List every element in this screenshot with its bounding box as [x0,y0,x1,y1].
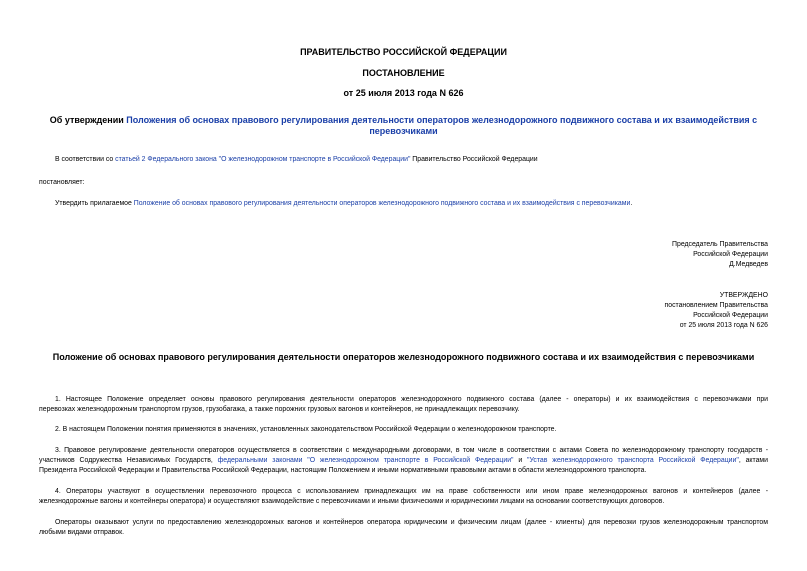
title-link[interactable]: Положения об основах правового регулирования деятельности операторов железнодорожного подвижного состава и их взаимодействия с [126,115,758,125]
regulation-title: Положение об основах правового регулирования деятельности операторов железнодорожного подвижного состава и их взаимодействия с перевозчиками [52,352,755,362]
paragraph-3 [39,446,768,476]
preamble-paragraph [55,155,538,165]
paragraph-3-line-1: 3. Правовое регулирование деятельности операторов осуществляется в соответствии с международными договорами, в том числе в соответствии с актами Совета по железнодорожному транспорту государств - [55,447,768,454]
signature-position: Председатель Правительства [672,241,768,248]
title-link-continuation[interactable]: перевозчиками [369,126,438,136]
preamble-text-after: Правительство Российской Федерации [410,156,538,163]
signature-block [672,240,768,270]
paragraph-3-line-2 [39,456,768,466]
federal-law-railway-link[interactable]: федеральными законами "О железнодорожном транспорте в Российской Федерации" [217,457,514,464]
paragraph-4-line-1: 4. Операторы участвуют в осуществлении перевозочного процесса с использованием принадлежащих им на праве собственности или ином праве железнодорожных вагонов и контейнеров (далее - [55,488,768,495]
paragraph-5 [39,518,768,538]
title-prefix: Об утверждении [49,115,127,125]
approve-text-after: . [630,200,633,207]
government-heading: ПРАВИТЕЛЬСТВО РОССИЙСКОЙ ФЕДЕРАЦИИ [300,47,507,57]
paragraph-5-line-1: Операторы оказывают услуги по предоставлению железнодорожных вагонов и контейнеров оператора юридическим и физическим лицам (далее - клиенты) для перевозки грузов железнодорожным транспортом [55,519,768,526]
approved-date: от 25 июля 2013 года N 626 [679,322,768,329]
railway-charter-link[interactable]: "Устав железнодорожного транспорта Российской Федерации" [527,457,739,464]
approved-label: УТВЕРЖДЕНО [719,292,768,299]
paragraph-4 [39,487,768,507]
p3-text-a: участников Содружества Независимых Государств, [39,457,218,464]
regulation-link[interactable]: Положение об основах правового регулирования деятельности операторов железнодорожного подвижного состава и их взаимодействия с перевозчиками [133,200,631,207]
paragraph-5-line-2: любыми видами отправок. [39,529,125,536]
document-date-number: от 25 июля 2013 года N 626 [343,88,464,98]
federal-law-link[interactable]: статьей 2 Федерального закона "О железнодорожном транспорте в Российской Федерации" [115,156,411,163]
paragraph-4-line-2: железнодорожные вагоны и контейнеры оператора) и осуществляют взаимодействие с перевозчиками и иными физическими и юридическими лицами на основании соответствующих договоров. [39,498,665,505]
approved-block [665,291,769,331]
paragraph-3-line-3: Президента Российской Федерации и Правительства Российской Федерации, настоящим Положением и иными нормативными правовыми актами в области железнодорожного транспорта. [39,467,647,474]
approved-country: Российской Федерации [693,312,768,319]
approve-text-before: Утвердить прилагаемое [55,200,134,207]
preamble-text-before: В соответствии со [55,156,116,163]
resolves-text: постановляет: [39,179,85,186]
approved-by: постановлением Правительства [664,302,768,309]
signature-country: Российской Федерации [693,251,768,258]
document-type-heading: ПОСТАНОВЛЕНИЕ [362,68,445,78]
signature-name: Д.Медведев [729,261,768,268]
p3-text-c: , актами [738,457,768,464]
paragraph-1-line-2: перевозках железнодорожным транспортом грузов, грузобагажа, а также порожних грузовых вагонов и контейнеров, не принадлежащих перевозчику. [39,406,520,413]
document-title [0,115,807,137]
p3-text-b: и [513,457,528,464]
approve-paragraph [55,199,632,209]
paragraph-1 [39,395,768,415]
paragraph-2: 2. В настоящем Положении понятия применяются в значениях, установленных законодательством Российской Федерации о железнодорожном транспорте. [55,426,557,433]
paragraph-1-line-1: 1. Настоящее Положение определяет основы правового регулирования деятельности операторов железнодорожного подвижного состава (далее - операторы) и их взаимодействия с перевозчиками при [55,396,768,403]
